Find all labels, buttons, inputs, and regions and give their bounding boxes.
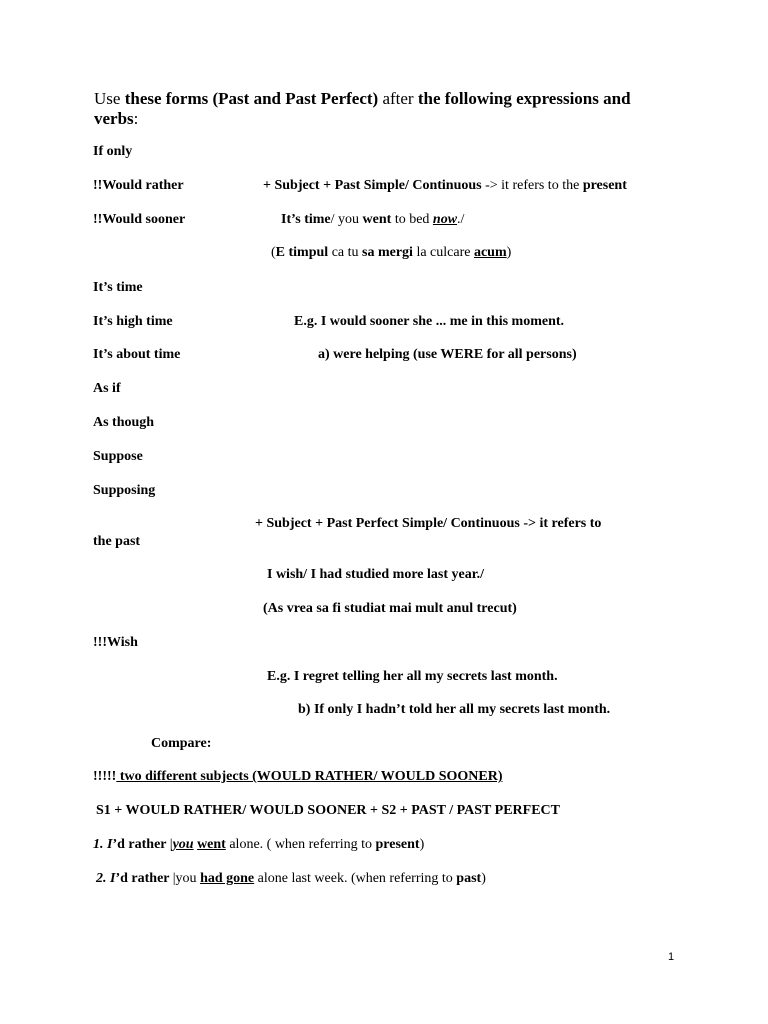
example-present-part: to bed [391, 212, 433, 227]
comparison-example-part: ’d rather [115, 871, 173, 886]
comparison-example-part: |you [172, 871, 201, 886]
comparison-example-verb: had gone [200, 871, 255, 886]
translation-part: ( [271, 245, 276, 260]
comparison-example-you: you [172, 837, 194, 852]
compare-heading: Compare: [151, 736, 212, 751]
expression-suppose: Suppose [93, 449, 143, 464]
page-number: 1 [668, 951, 675, 963]
comparison-example-keyword: present [375, 837, 420, 852]
page-heading [94, 88, 631, 109]
heading-text: after [378, 89, 418, 108]
comparison-example-2 [96, 870, 486, 888]
example-present-part: It’s time [281, 212, 331, 227]
comparison-example-verb: went [197, 837, 226, 852]
expression-supposing: Supposing [93, 483, 156, 498]
heading-expressions: the following expressions and [417, 89, 631, 108]
rule-present-text: -> it refers to the [481, 178, 583, 193]
exercise-1-answer: a) were helping (use WERE for all persons) [318, 347, 577, 362]
rule-present [263, 177, 627, 195]
translation-part: ) [506, 245, 512, 260]
exercise-1: E.g. I would sooner she ... me in this moment. [294, 314, 565, 329]
example-present-now: now [432, 212, 458, 227]
comparison-example-number: 1. I [93, 837, 113, 852]
expression-wish: !!!Wish [93, 635, 138, 650]
subjects-text: two different subjects (WOULD RATHER/ WOULD SOONER) [116, 769, 503, 784]
comparison-example-part: ’d rather [112, 837, 170, 852]
comparison-example-part: alone. ( when referring to [225, 837, 376, 852]
comparison-example-part: | [169, 837, 173, 852]
example-present-part: / you [330, 212, 363, 227]
comparison-example-number: 2. I [96, 871, 116, 886]
expression-as-though: As though [93, 415, 155, 430]
heading-forms: these forms (Past and Past Perfect) [124, 89, 379, 108]
exercise-2-answer: b) If only I hadn’t told her all my secrets last month. [298, 702, 611, 717]
expression-as-if: As if [93, 381, 121, 396]
expression-would-sooner: !!Would sooner [93, 212, 186, 227]
translation-part: sa mergi [362, 245, 413, 260]
exercise-2: E.g. I regret telling her all my secrets last month. [267, 669, 558, 684]
expression-would-rather: !!Would rather [93, 178, 184, 193]
comparison-example-part: ) [481, 871, 486, 886]
subjects-note [93, 768, 502, 786]
heading-verbs: verbs [94, 109, 134, 128]
rule-past-continuation: the past [93, 534, 141, 549]
expression-its-high-time: It’s high time [93, 314, 173, 329]
page-heading-line2 [94, 108, 138, 129]
comparison-example-part: alone last week. (when referring to [254, 871, 457, 886]
expression-if-only: If only [93, 144, 133, 159]
translation-part: E timpul [275, 245, 329, 260]
heading-colon: : [133, 109, 139, 128]
translation-acum: acum [473, 245, 507, 260]
formula: S1 + WOULD RATHER/ WOULD SOONER + S2 + PAST / PAST PERFECT [96, 803, 560, 818]
expression-its-about-time: It’s about time [93, 347, 181, 362]
heading-text: Use [94, 89, 125, 108]
expression-its-time: It’s time [93, 280, 143, 295]
translation-present [271, 244, 511, 262]
rule-present-keyword: present [582, 178, 627, 193]
comparison-example-part: ) [419, 837, 425, 852]
example-present-verb: went [362, 212, 392, 227]
rule-past: + Subject + Past Perfect Simple/ Continuous -> it refers to [255, 516, 602, 531]
translation-part: la culcare [412, 245, 474, 260]
subjects-marks: !!!!! [93, 769, 117, 784]
rule-present-formula: + Subject + Past Simple/ Continuous [263, 178, 482, 193]
example-present [281, 211, 464, 229]
example-past: I wish/ I had studied more last year./ [267, 567, 485, 582]
comparison-example-1 [93, 836, 424, 854]
comparison-example-keyword: past [456, 871, 482, 886]
translation-part: ca tu [328, 245, 363, 260]
example-present-part: ./ [457, 212, 465, 227]
translation-past: (As vrea sa fi studiat mai mult anul trecut) [263, 601, 517, 616]
